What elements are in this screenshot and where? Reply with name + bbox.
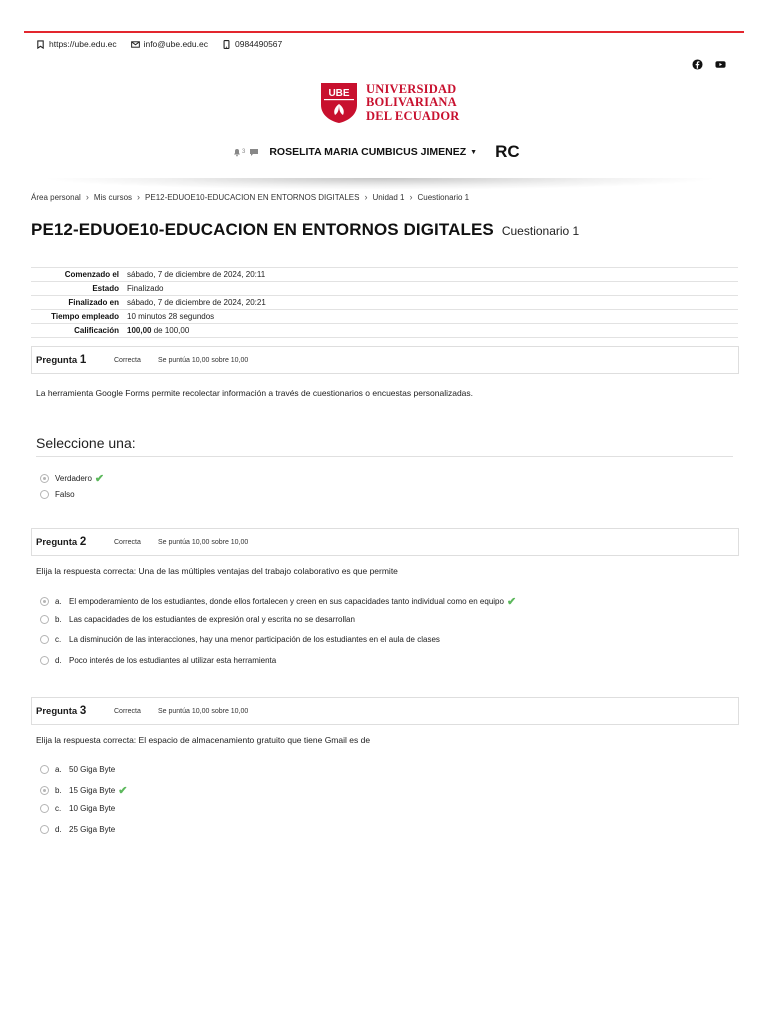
radio-button[interactable] <box>40 786 49 795</box>
option-text: El empoderamiento de los estudiantes, donde ellos fortalecen y creen en sus capacidades tanto individual como en equipo <box>69 597 504 606</box>
answer-option[interactable] <box>40 825 115 834</box>
radio-button[interactable] <box>40 765 49 774</box>
question-1-header <box>31 346 739 374</box>
logo-text <box>366 83 460 124</box>
option-letter: b. <box>55 615 62 624</box>
answer-option[interactable] <box>40 472 104 485</box>
logo-short-text: UBE <box>328 88 350 99</box>
user-avatar-initials[interactable]: RC <box>495 142 520 161</box>
option-text: 15 Giga Byte <box>69 786 116 795</box>
breadcrumb-item[interactable]: Unidad 1 <box>372 192 405 202</box>
phone-text: 0984490567 <box>234 39 283 49</box>
bell-icon <box>232 147 242 157</box>
grade-value: 100,00 <box>127 326 152 335</box>
summary-label: Comenzado el <box>31 268 123 282</box>
radio-button[interactable] <box>40 597 49 606</box>
university-logo[interactable] <box>320 82 460 124</box>
option-text: 25 Giga Byte <box>69 825 116 834</box>
bookmark-icon <box>36 40 45 49</box>
radio-button[interactable] <box>40 804 49 813</box>
summary-value: Finalizado <box>123 282 738 296</box>
option-text: 50 Giga Byte <box>69 765 116 774</box>
chevron-down-icon[interactable]: ▼ <box>470 148 478 156</box>
option-text: Verdadero <box>55 474 92 483</box>
summary-label: Estado <box>31 282 123 296</box>
summary-label: Finalizado en <box>31 296 123 310</box>
breadcrumb-item[interactable]: Mis cursos <box>93 192 133 202</box>
logo-line-3: DEL ECUADOR <box>366 108 460 123</box>
option-letter: c. <box>55 635 62 644</box>
question-state: Correcta <box>114 356 141 364</box>
summary-value: 10 minutos 28 segundos <box>123 310 738 324</box>
notifications-button[interactable] <box>232 147 245 157</box>
question-3-header <box>31 697 739 725</box>
user-bar <box>232 142 520 162</box>
page-title: PE12-EDUOE10-EDUCACION EN ENTORNOS DIGITALES <box>31 220 494 239</box>
summary-label: Calificación <box>31 324 123 338</box>
question-title <box>36 354 114 366</box>
page-header <box>31 220 579 240</box>
chevron-right-icon: › <box>137 192 141 202</box>
summary-label: Tiempo empleado <box>31 310 123 324</box>
option-letter: d. <box>55 656 62 665</box>
breadcrumb <box>31 192 469 202</box>
question-prefix: Pregunta <box>36 706 78 717</box>
question-number: 3 <box>79 705 87 717</box>
option-text: 10 Giga Byte <box>69 804 116 813</box>
notification-count: 3 <box>242 149 246 155</box>
answer-option[interactable] <box>40 635 440 644</box>
answer-option[interactable] <box>40 595 516 608</box>
contact-bar <box>36 39 282 49</box>
option-letter: a. <box>55 597 62 606</box>
radio-button[interactable] <box>40 490 49 499</box>
messages-icon[interactable] <box>249 147 259 157</box>
question-number: 1 <box>79 354 87 366</box>
option-text: Poco interés de los estudiantes al utilizar esta herramienta <box>69 656 277 665</box>
option-letter: d. <box>55 825 62 834</box>
logo-line-2: BOLIVARIANA <box>366 95 457 110</box>
user-icons <box>232 147 259 157</box>
option-letter: b. <box>55 786 62 795</box>
summary-row <box>31 296 738 310</box>
envelope-icon <box>131 40 140 49</box>
summary-value: sábado, 7 de diciembre de 2024, 20:21 <box>123 296 738 310</box>
answer-option[interactable] <box>40 765 115 774</box>
answer-option[interactable] <box>40 804 115 813</box>
summary-value: sábado, 7 de diciembre de 2024, 20:11 <box>123 268 738 282</box>
question-text: Elija la respuesta correcta: Una de las múltiples ventajas del trabajo colaborativo es que permite <box>36 566 398 576</box>
radio-button[interactable] <box>40 615 49 624</box>
question-text: Elija la respuesta correcta: El espacio de almacenamiento gratuito que tiene Gmail es de <box>36 735 371 745</box>
summary-value <box>123 324 738 338</box>
radio-button[interactable] <box>40 656 49 665</box>
email-link[interactable] <box>131 39 208 49</box>
question-state: Correcta <box>114 538 141 546</box>
top-accent-line <box>24 31 744 33</box>
summary-row <box>31 310 738 324</box>
answer-option[interactable] <box>40 615 355 624</box>
radio-button[interactable] <box>40 474 49 483</box>
summary-row <box>31 324 738 338</box>
summary-row <box>31 268 738 282</box>
option-letter: c. <box>55 804 62 813</box>
social-links <box>692 59 726 70</box>
radio-button[interactable] <box>40 825 49 834</box>
email-text: info@ube.edu.ec <box>143 39 208 49</box>
question-title <box>36 705 114 717</box>
question-prefix: Pregunta <box>36 355 78 366</box>
facebook-icon[interactable] <box>692 59 703 70</box>
answer-option[interactable] <box>40 784 127 797</box>
question-title <box>36 536 114 548</box>
option-text: La disminución de las interacciones, hay una menor participación de los estudiantes en el aula de clases <box>69 635 440 644</box>
chevron-right-icon: › <box>364 192 368 202</box>
option-letter: a. <box>55 765 62 774</box>
question-2-header <box>31 528 739 556</box>
option-text: Falso <box>55 490 75 499</box>
chevron-right-icon: › <box>409 192 413 202</box>
check-icon: ✔ <box>118 785 128 797</box>
attempt-summary-table <box>31 267 738 338</box>
select-one-label: Seleccione una: <box>36 435 136 451</box>
grade-max: de 100,00 <box>151 326 190 335</box>
logo-line-1: UNIVERSIDAD <box>366 81 457 96</box>
website-text: https://ube.edu.ec <box>49 39 117 49</box>
summary-row <box>31 282 738 296</box>
question-prefix: Pregunta <box>36 537 78 548</box>
user-menu-name[interactable]: ROSELITA MARIA CUMBICUS JIMENEZ <box>269 146 467 158</box>
question-grade: Se puntúa 10,00 sobre 10,00 <box>158 707 249 715</box>
breadcrumb-item[interactable]: Área personal <box>31 192 81 202</box>
divider <box>36 456 733 457</box>
answer-option[interactable] <box>40 490 75 499</box>
website-link[interactable] <box>36 39 117 49</box>
question-grade: Se puntúa 10,00 sobre 10,00 <box>158 356 249 364</box>
question-grade: Se puntúa 10,00 sobre 10,00 <box>158 538 249 546</box>
check-icon: ✔ <box>506 596 517 608</box>
phone-link[interactable] <box>222 39 282 49</box>
quiz-title: Cuestionario 1 <box>501 224 580 238</box>
breadcrumb-item[interactable]: PE12-EDUOE10-EDUCACION EN ENTORNOS DIGITALES <box>145 192 360 202</box>
radio-button[interactable] <box>40 635 49 644</box>
check-icon: ✔ <box>94 473 105 485</box>
question-number: 2 <box>79 536 87 548</box>
chevron-right-icon: › <box>85 192 89 202</box>
option-text: Las capacidades de los estudiantes de expresión oral y escrita no se desarrollan <box>69 615 355 624</box>
mobile-phone-icon <box>222 40 231 49</box>
answer-option[interactable] <box>40 656 276 665</box>
header-divider <box>40 178 720 190</box>
question-text: La herramienta Google Forms permite recolectar información a través de cuestionarios o encuestas personalizadas. <box>36 388 474 398</box>
youtube-icon[interactable] <box>715 59 726 70</box>
breadcrumb-item[interactable]: Cuestionario 1 <box>417 192 470 202</box>
ube-shield-logo <box>320 82 358 124</box>
question-state: Correcta <box>114 707 141 715</box>
